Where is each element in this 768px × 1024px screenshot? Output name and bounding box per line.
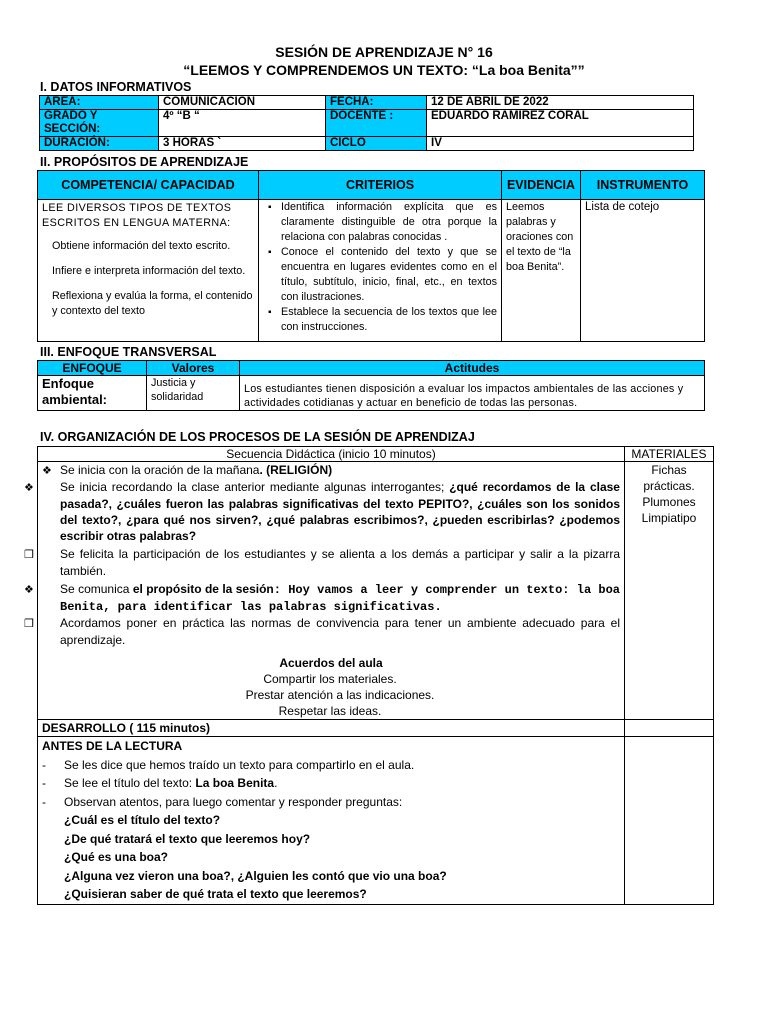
page-title: SESIÓN DE APRENDIZAJE N° 16 bbox=[275, 44, 493, 60]
header-valores: Valores bbox=[147, 361, 240, 376]
header-instrumento: INSTRUMENTO bbox=[581, 171, 705, 200]
label-duracion: DURACIÓN: bbox=[40, 137, 159, 151]
secuencia-table bbox=[24, 446, 714, 905]
competencia-cell bbox=[38, 200, 259, 342]
material-item: Limpiatipo bbox=[641, 511, 697, 525]
criterio-item: ▪ Conoce el contenido del texto y que se encuentra en lugares evidentes como en el título, subtítulo, inicio, final, etc., en textos con ilustraciones. bbox=[279, 245, 497, 305]
label-grado: GRADO Y SECCIÓN: bbox=[40, 110, 159, 137]
label-ciclo: CICLO bbox=[326, 137, 427, 151]
evidencia-cell: Leemos palabras y oraciones con el texto de “la boa Benita”. bbox=[502, 200, 581, 342]
criterio-item: ▪ Establece la secuencia de los textos que lee con instrucciones. bbox=[279, 305, 497, 335]
value-docente: EDUARDO RAMIREZ CORAL bbox=[427, 110, 694, 137]
pregunta-item: ¿Qué es una boa? bbox=[64, 850, 169, 864]
inicio-cell: ❖ Se inicia con la oración de la mañana. (RELIGIÓN) ❖ Se inicia recordando la clase anterior mediante algunas interrogantes; ¿qué recordamos de la clase pasada?, ¿cuáles fueron las palabras significativas del texto PEPITO?, ¿cuáles son los sonidos del texto?, ¿para qué nos sirven?, ¿qué palabras escribimos?, ¿pueden escribirlas? ¿podemos escribir otras palabras? ❒ Se felicita la participación de los estudiantes y se alienta a los demás a participar y salir a la pizarra también. ❖ Se comunica el propósito de la sesión: Hoy vamos a leer y comprender un texto: la boa Benita, para identificar las palabras significativas. ❒ Acordamos poner en práctica las normas de convivencia para tener un ambiente adecuado para el aprendizaje. Acuerdos del aula Compartir los materiales. Prestar atención a las indicaciones. Respetar las ideas. bbox=[38, 462, 625, 720]
criterios-cell bbox=[259, 200, 502, 342]
acuerdo-item: Compartir los materiales. bbox=[263, 672, 397, 686]
label-fecha: FECHA: bbox=[326, 96, 427, 110]
diamond-bullet-icon: ❖ bbox=[24, 482, 34, 494]
capacidad-item: Obtiene información del texto escrito. bbox=[52, 240, 231, 252]
value-grado: 4º “B “ bbox=[159, 110, 326, 137]
capacidad-item: Reflexiona y evalúa la forma, el contenido y contexto del texto bbox=[52, 290, 253, 317]
datos-row bbox=[40, 96, 694, 110]
valores-cell: Justicia y solidaridad bbox=[147, 376, 240, 411]
value-ciclo: IV bbox=[427, 137, 694, 151]
materiales-cell bbox=[625, 462, 714, 720]
pregunta-item: ¿Alguna vez vieron una boa?, ¿Alguien les contó que vio una boa? bbox=[64, 868, 447, 883]
capacidad-item: Infiere e interpreta información del texto. bbox=[52, 265, 246, 277]
seq-header: Secuencia Didáctica (inicio 10 minutos) bbox=[38, 447, 625, 462]
value-area: COMUNICACION bbox=[159, 96, 326, 110]
instrumento-cell: Lista de cotejo bbox=[581, 200, 705, 342]
pregunta-item: ¿Quisieran saber de qué trata el texto que leeremos? bbox=[64, 887, 367, 901]
value-fecha: 12 DE ABRIL DE 2022 bbox=[427, 96, 694, 110]
material-item: Plumones bbox=[642, 495, 696, 509]
section-datos-heading: I. DATOS INFORMATIVOS bbox=[40, 80, 192, 94]
label-docente: DOCENTE : bbox=[326, 110, 427, 137]
material-item: Fichas bbox=[651, 463, 687, 477]
antes-item: Observan atentos, para luego comentar y responder preguntas: bbox=[64, 794, 403, 809]
acuerdos-title: Acuerdos del aula bbox=[279, 656, 383, 670]
section-organizacion-heading: IV. ORGANIZACIÓN DE LOS PROCESOS DE LA SESIÓN DE APRENDIZAJ bbox=[40, 430, 475, 444]
datos-row bbox=[40, 137, 694, 151]
acuerdo-item: Respetar las ideas. bbox=[278, 704, 382, 718]
enfoque-table bbox=[37, 360, 705, 411]
acuerdo-item: Prestar atención a las indicaciones. bbox=[245, 688, 435, 702]
header-competencia: COMPETENCIA/ CAPACIDAD bbox=[38, 171, 259, 200]
propositos-table bbox=[37, 170, 705, 342]
desarrollo-header: DESARROLLO ( 115 minutos) bbox=[38, 720, 625, 737]
enfoque-cell: Enfoque ambiental: bbox=[38, 376, 147, 411]
actitudes-cell: Los estudiantes tienen disposición a evaluar los impactos ambientales de las acciones y actividades cotidianas y actuar en beneficio de todas las personas. bbox=[240, 376, 705, 411]
header-criterios: CRITERIOS bbox=[259, 171, 502, 200]
header-enfoque: ENFOQUE bbox=[38, 361, 147, 376]
pregunta-item: ¿Cuál es el título del texto? bbox=[64, 813, 221, 827]
pregunta-item: ¿De qué tratará el texto que leeremos hoy? bbox=[64, 831, 311, 846]
datos-row bbox=[40, 110, 694, 137]
header-actitudes: Actitudes bbox=[240, 361, 705, 376]
datos-table bbox=[39, 95, 694, 151]
competencia-text: LEE DIVERSOS TIPOS DE TEXTOS ESCRITOS EN LENGUA MATERNA: bbox=[42, 202, 232, 229]
criterio-item: ▪ Identifica información explícita que es claramente distinguible de otra porque la relaciona con palabras conocidas . bbox=[279, 200, 497, 245]
value-duracion: 3 HORAS ` bbox=[159, 137, 326, 151]
antes-title: ANTES DE LA LECTURA bbox=[42, 739, 183, 753]
antes-item: Se les dice que hemos traído un texto para compartirlo en el aula. bbox=[64, 757, 415, 772]
antes-cell: ANTES DE LA LECTURA - Se les dice que hemos traído un texto para compartirlo en el aula. - Se lee el título del texto: La boa Benita. - Observan atentos, para luego comentar y responder preguntas: ¿Cuál es el título del texto? ¿De qué tratará el texto que leeremos hoy? ¿Qué es una boa? ¿Alguna vez vieron una boa?, ¿Alguien les contó que vio una boa? ¿Quisieran saber de qué trata el texto que leeremos? bbox=[38, 737, 625, 905]
page-subtitle: “LEEMOS Y COMPRENDEMOS UN TEXTO: “La boa Benita”” bbox=[183, 62, 585, 78]
diamond-bullet-icon: ❖ bbox=[24, 584, 34, 596]
diamond-outline-bullet-icon: ❒ bbox=[24, 549, 34, 561]
header-evidencia: EVIDENCIA bbox=[502, 171, 581, 200]
diamond-outline-bullet-icon: ❒ bbox=[24, 618, 34, 630]
label-area: AREA: bbox=[40, 96, 159, 110]
section-propositos-heading: II. PROPÓSITOS DE APRENDIZAJE bbox=[40, 155, 249, 169]
material-item: prácticas. bbox=[643, 479, 695, 493]
section-enfoque-heading: III. ENFOQUE TRANSVERSAL bbox=[40, 345, 217, 359]
materiales-header: MATERIALES bbox=[625, 447, 714, 462]
diamond-bullet-icon: ❖ bbox=[42, 465, 52, 477]
